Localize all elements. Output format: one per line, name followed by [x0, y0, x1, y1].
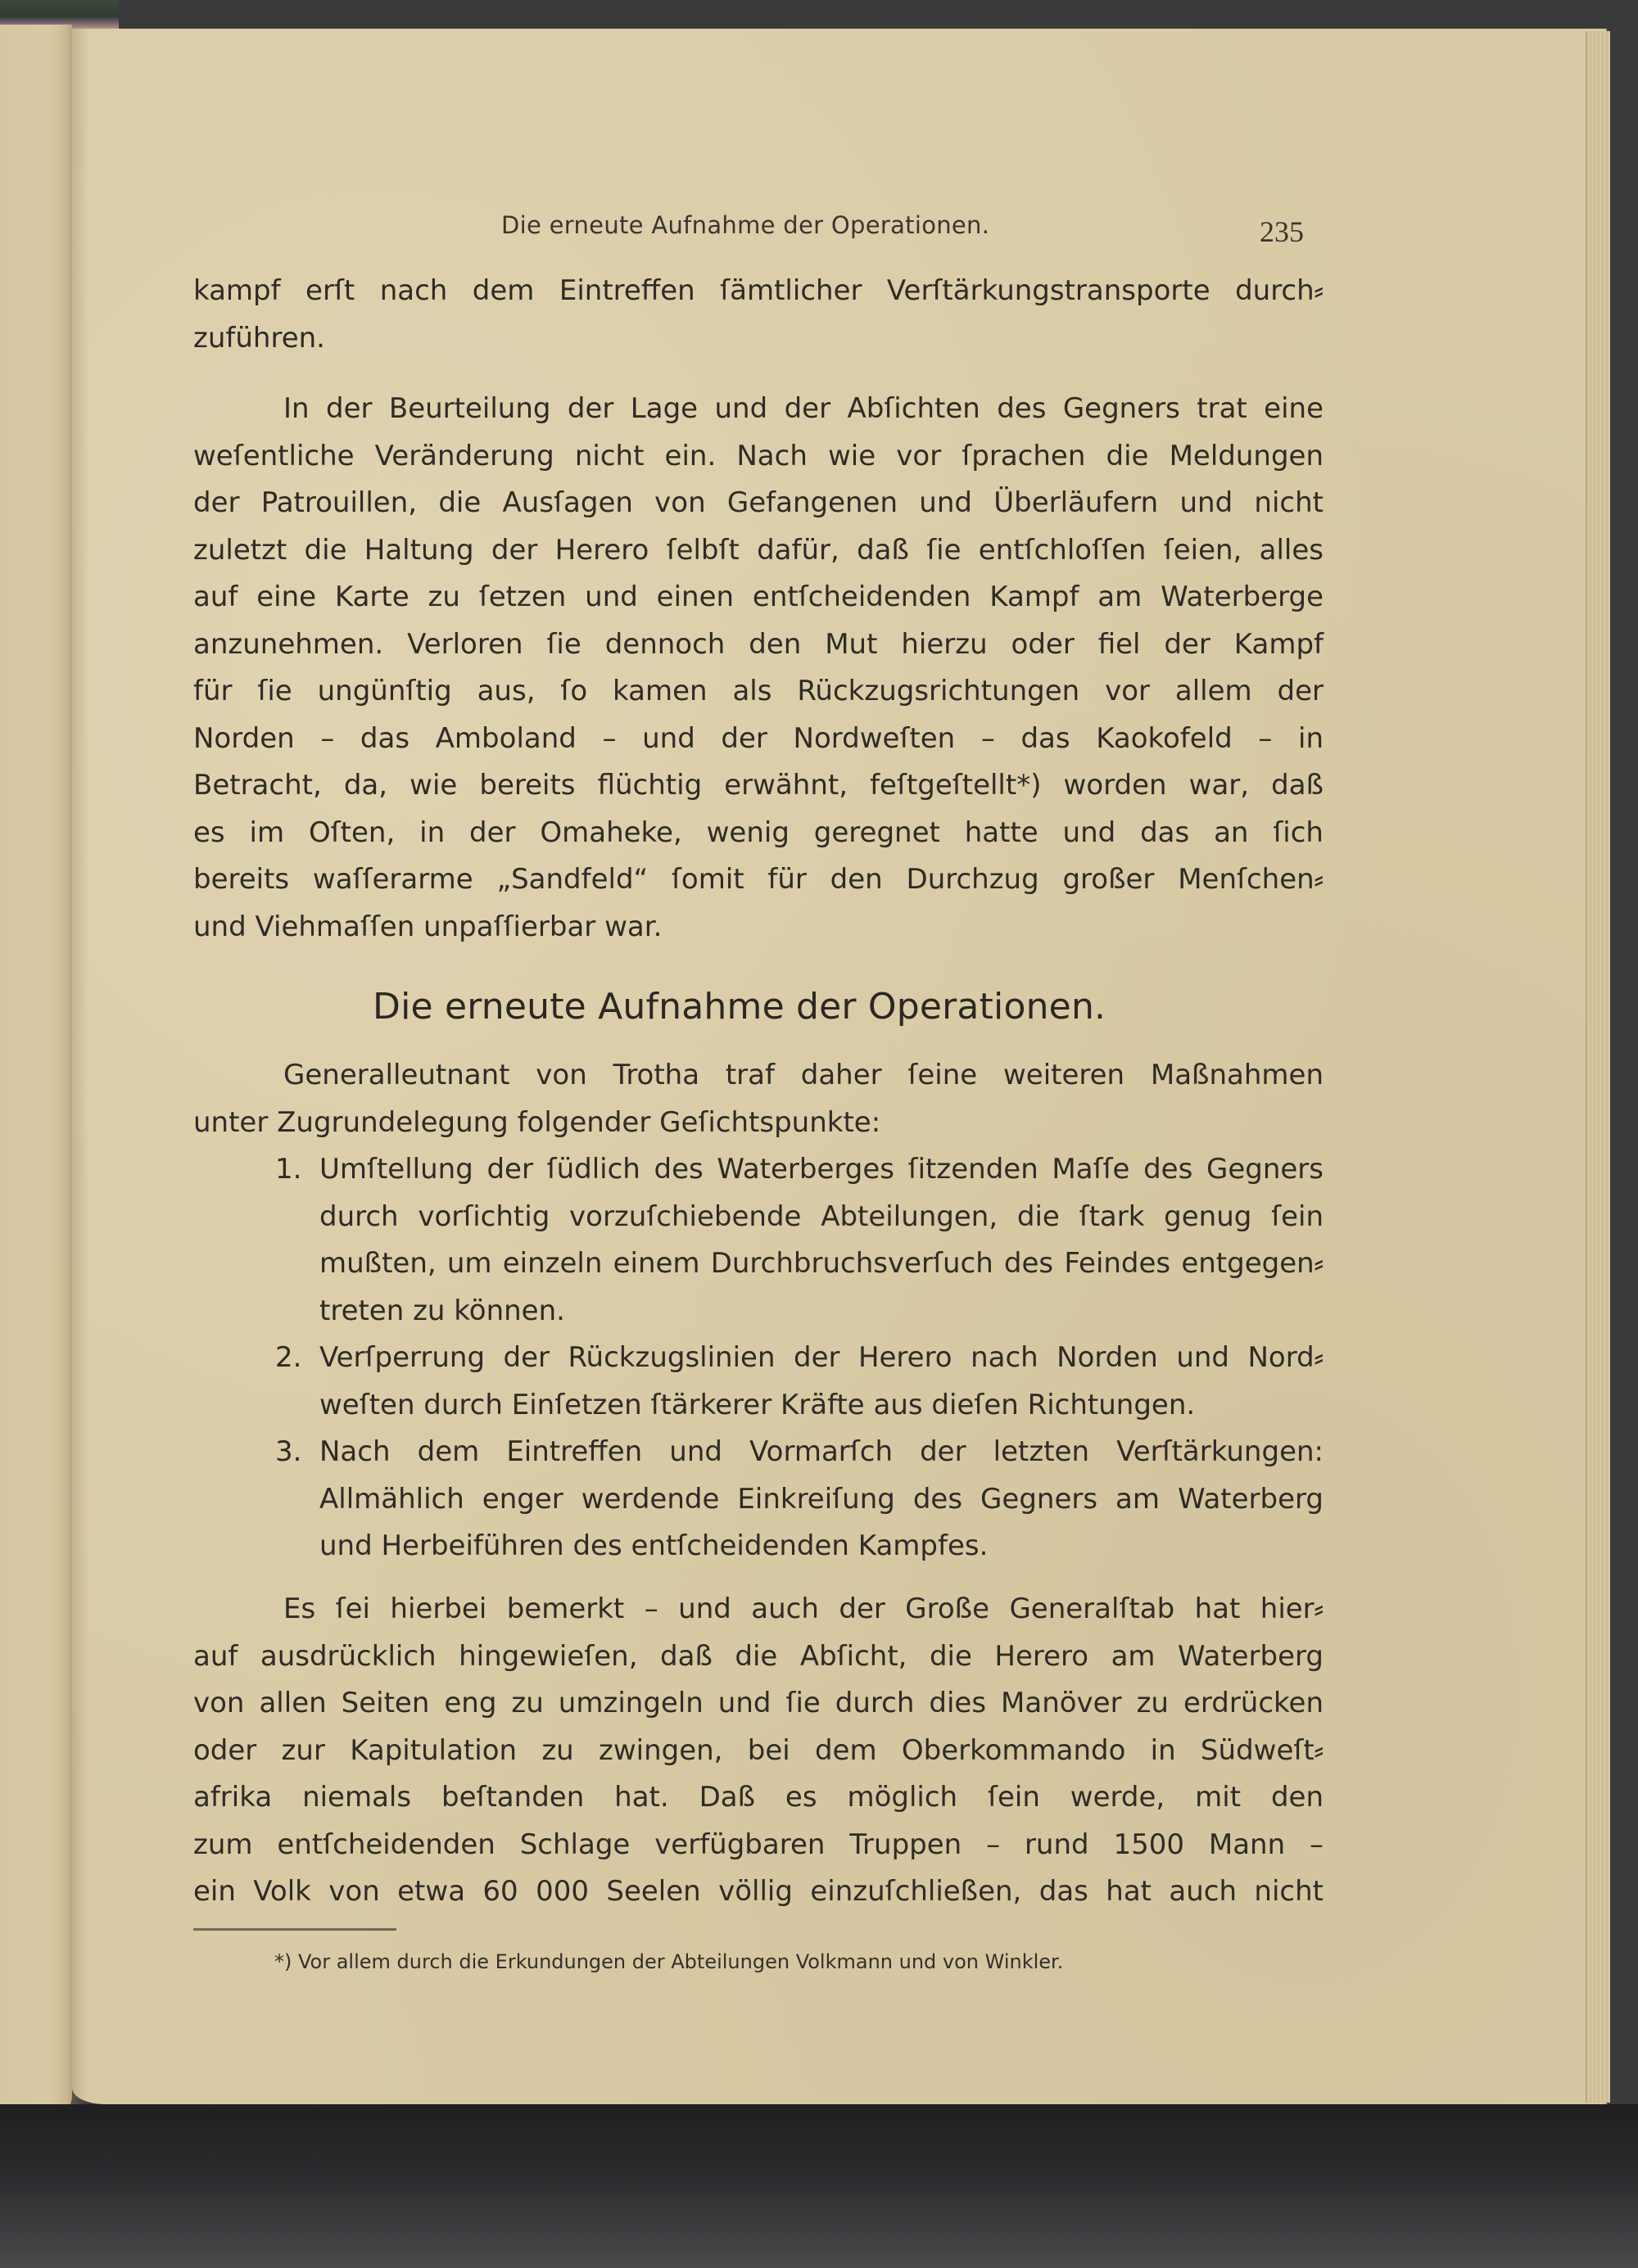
- text-line: Generalleutnant von Trotha traf daher ſeine weiteren Maßnahmen: [283, 1059, 1324, 1091]
- footnote-divider: [193, 1928, 396, 1931]
- text-line: von allen Seiten eng zu umzingeln und ſie durch dies Manöver zu erdrücken: [193, 1687, 1324, 1719]
- text-line: auf ausdrücklich hingewieſen, daß die Abſicht, die Herero am Waterberg: [193, 1639, 1324, 1673]
- text-line: es im Oſten, in der Omaheke, wenig geregnet hatte und das an ſich: [193, 815, 1324, 849]
- paragraph-continuation: [193, 268, 1324, 362]
- numbered-list: [275, 1146, 1324, 1570]
- text-line: und Viehmaſſen unpaſſierbar war.: [193, 910, 663, 943]
- text-line: kampf erſt nach dem Eintreffen ſämtlicher Verſtärkungstransporte durch⸗: [193, 274, 1324, 307]
- text-line: Umſtellung der ſüdlich des Waterberges ſitzenden Maſſe des Gegners: [319, 1153, 1324, 1186]
- text-line: mußten, um einzeln einem Durchbruchsverſuch des Feindes entgegen⸗: [319, 1247, 1324, 1280]
- paragraph-remark: [193, 1586, 1324, 1916]
- text-line: Verſperrung der Rückzugslinien der Herero nach Norden und Nord⸗: [319, 1341, 1324, 1374]
- text-line: afrika niemals beſtanden hat. Daß es möglich ſein werde, mit den: [193, 1781, 1324, 1814]
- text-line: der Patrouillen, die Ausſagen von Gefangenen und Überläufern und nicht: [193, 486, 1324, 519]
- running-head: Die erneute Aufnahme der Operationen.: [501, 211, 990, 239]
- page-number: 235: [1260, 215, 1304, 248]
- text-line: für ſie ungünſtig aus, ſo kamen als Rückzugsrichtungen vor allem der: [193, 675, 1324, 707]
- footnote: *) Vor allem durch die Erkundungen der Abteilungen Volkmann und von Winkler.: [274, 1950, 1064, 1973]
- text-line: treten zu können.: [319, 1294, 565, 1327]
- text-line: unter Zugrundelegung folgender Geſichtspunkte:: [193, 1105, 881, 1139]
- text-line: zuführen.: [193, 321, 325, 355]
- text-line: und Herbeiführen des entſcheidenden Kampfes.: [319, 1529, 989, 1562]
- section-heading: Die erneute Aufnahme der Operationen.: [373, 986, 1106, 1028]
- list-number: 2.: [275, 1341, 302, 1374]
- text-line: Nach dem Eintreffen und Vormarſch der letzten Verſtärkungen:: [319, 1435, 1324, 1468]
- text-line: weſten durch Einſetzen ſtärkerer Kräfte aus dieſen Richtungen.: [319, 1388, 1196, 1421]
- text-line: weſentliche Veränderung nicht ein. Nach wie vor ſprachen die Meldungen: [193, 439, 1324, 472]
- list-item-1: [275, 1146, 1324, 1335]
- text-line: Allmählich enger werdende Einkreiſung des Gegners am Waterberg: [319, 1482, 1324, 1516]
- text-line: zum entſcheidenden Schlage verfügbaren Truppen – rund 1500 Mann –: [193, 1828, 1324, 1861]
- list-number: 3.: [275, 1435, 302, 1468]
- text-line: auf eine Karte zu ſetzen und einen entſcheidenden Kampf am Waterberge: [193, 581, 1324, 613]
- text-line: zuletzt die Haltung der Herero ſelbſt dafür, daß ſie entſchloſſen ſeien, alles: [193, 533, 1324, 567]
- text-line: bereits waſſerarme „Sandfeld“ ſomit für den Durchzug großer Menſchen⸗: [193, 863, 1324, 896]
- text-line: Norden – das Amboland – und der Nordweſten – das Kaokofeld – in: [193, 721, 1324, 755]
- list-number: 1.: [275, 1153, 302, 1186]
- text-line: anzunehmen. Verloren ſie dennoch den Mut hierzu oder fiel der Kampf: [193, 627, 1324, 661]
- text-line: In der Beurteilung der Lage und der Abſichten des Gegners trat eine: [283, 392, 1324, 425]
- list-item-3: [275, 1429, 1324, 1570]
- text-line: Betracht, da, wie bereits flüchtig erwähnt, feſtgeſtellt*) worden war, daß: [193, 769, 1324, 802]
- paragraph-intro: [193, 1052, 1324, 1146]
- text-line: Es ſei hierbei bemerkt – und auch der Große Generalſtab hat hier⸗: [283, 1593, 1324, 1625]
- list-item-2: [275, 1335, 1324, 1429]
- text-line: oder zur Kapitulation zu zwingen, bei dem Oberkommando in Südweſt⸗: [193, 1733, 1324, 1767]
- text-line: durch vorſichtig vorzuſchiebende Abteilungen, die ſtark genug ſein: [319, 1200, 1324, 1233]
- paragraph-assessment: [193, 386, 1324, 951]
- text-line: ein Volk von etwa 60 000 Seelen völlig einzuſchließen, das hat auch nicht: [193, 1875, 1324, 1908]
